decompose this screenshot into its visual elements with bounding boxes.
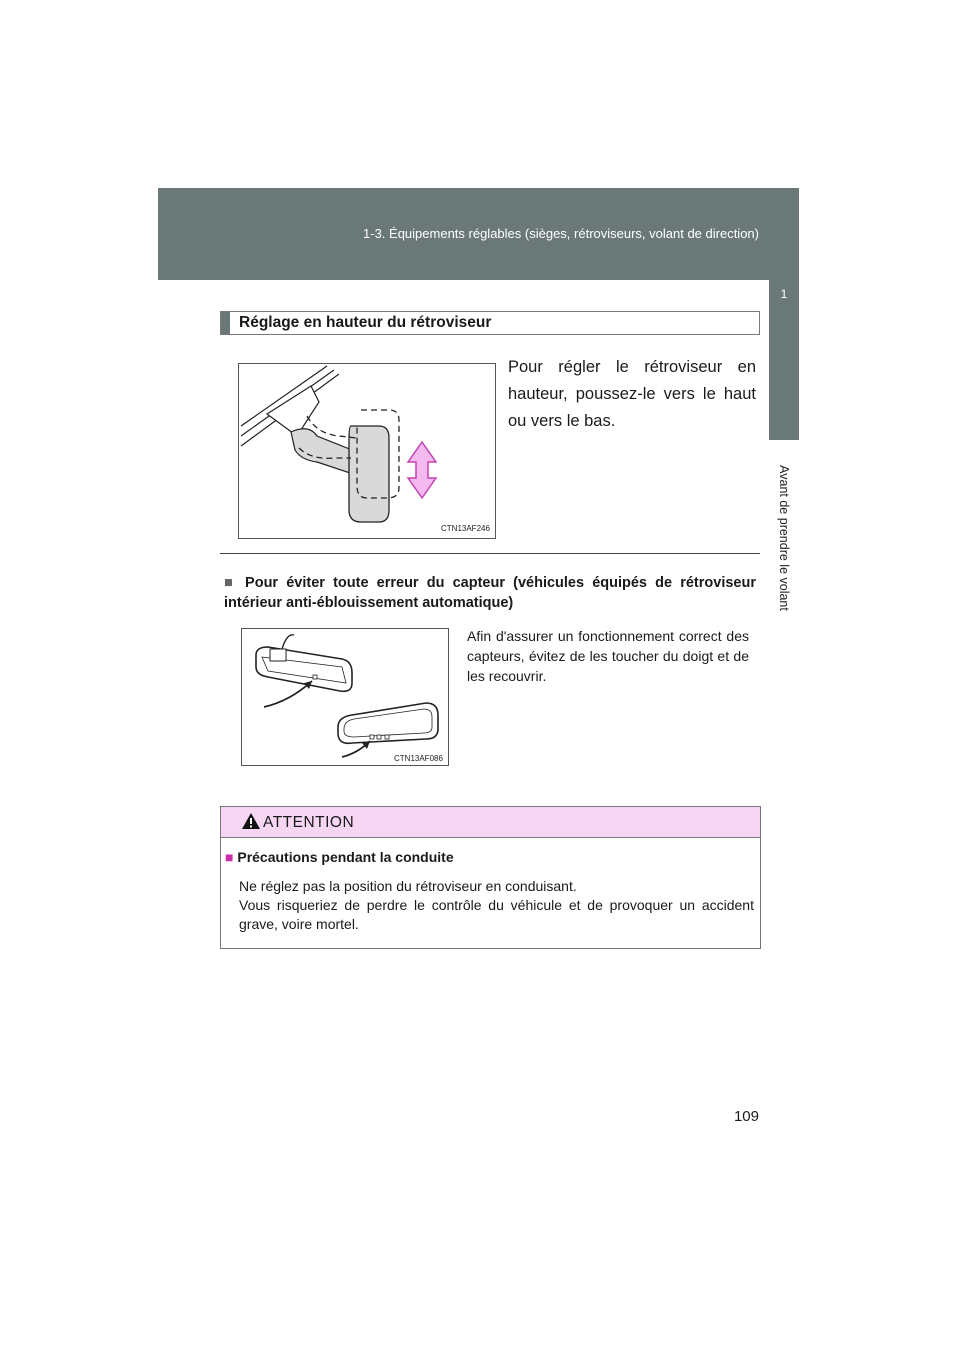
sensor-illustration bbox=[242, 629, 448, 765]
warning-icon bbox=[241, 812, 261, 830]
adjustment-instruction: Pour régler le rétroviseur en hauteur, poussez-le vers le haut ou vers le bas. bbox=[508, 358, 756, 430]
header-band bbox=[158, 188, 799, 280]
sensor-note-text: Afin d'assurer un fonctionnement correct des capteurs, évitez de les toucher du doigt et de les recouvrir. bbox=[467, 628, 749, 684]
attention-line-1: Ne réglez pas la position du rétroviseur en conduisant. bbox=[239, 878, 577, 894]
section-breadcrumb: 1-3. Équipements réglables (sièges, rétroviseurs, volant de direction) bbox=[363, 226, 759, 241]
note-bullet: ■ bbox=[224, 575, 237, 591]
chapter-label: Avant de prendre le volant bbox=[777, 465, 791, 611]
chapter-tab bbox=[769, 280, 799, 440]
attention-bullet: ■ bbox=[225, 849, 234, 865]
attention-body bbox=[239, 877, 754, 934]
sensor-figure bbox=[241, 628, 449, 766]
figure-code: CTN13AF246 bbox=[441, 524, 490, 533]
figure-code: CTN13AF086 bbox=[394, 754, 443, 763]
note-heading bbox=[224, 573, 756, 613]
chapter-label-wrap bbox=[769, 448, 799, 628]
section-divider bbox=[220, 553, 760, 554]
chapter-number: 1 bbox=[780, 287, 788, 301]
attention-box bbox=[220, 806, 761, 949]
page-number: 109 bbox=[733, 1108, 759, 1125]
mirror-height-figure bbox=[238, 363, 496, 539]
attention-subheading bbox=[225, 849, 454, 865]
attention-line-2: Vous risqueriez de perdre le contrôle du véhicule et de provoquer un accident grave, voire mortel. bbox=[239, 897, 754, 932]
note-heading-text: Pour éviter toute erreur du capteur (véhicules équipés de rétroviseur intérieur anti-éblouissement automatique) bbox=[224, 575, 756, 611]
attention-title: ATTENTION bbox=[263, 814, 355, 831]
attention-header bbox=[221, 807, 760, 838]
attention-subheading-text: Précautions pendant la conduite bbox=[237, 849, 454, 865]
section-heading bbox=[220, 311, 760, 335]
mirror-height-illustration bbox=[239, 364, 495, 538]
section-heading-text: Réglage en hauteur du rétroviseur bbox=[239, 314, 492, 331]
heading-bar bbox=[221, 312, 230, 334]
